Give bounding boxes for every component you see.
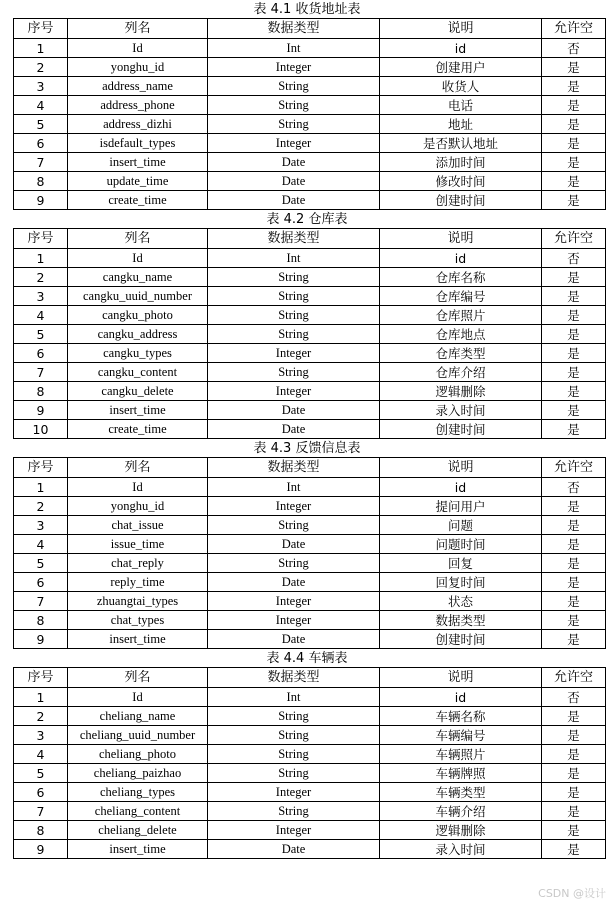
table-cell: String xyxy=(208,115,380,134)
table-cell: String xyxy=(208,516,380,535)
table-cell: Date xyxy=(208,840,380,859)
table-row xyxy=(14,630,606,649)
table-cell: Integer xyxy=(208,783,380,802)
table-cell: Integer xyxy=(208,821,380,840)
table-cell: 车辆名称 xyxy=(380,707,542,726)
table-cell: 回复时间 xyxy=(380,573,542,592)
table-row xyxy=(14,707,606,726)
table-row xyxy=(14,497,606,516)
column-header: 数据类型 xyxy=(208,458,380,478)
table-cell: Date xyxy=(208,153,380,172)
table-cell: 修改时间 xyxy=(380,172,542,191)
column-header: 列名 xyxy=(68,19,208,39)
table-cell: 是 xyxy=(542,287,606,306)
table-cell: zhuangtai_types xyxy=(68,592,208,611)
table-cell: 4 xyxy=(14,745,68,764)
column-header: 序号 xyxy=(14,19,68,39)
table-cell: 7 xyxy=(14,363,68,382)
table-cell: Id xyxy=(68,249,208,268)
table-row xyxy=(14,191,606,210)
table-cell: 5 xyxy=(14,115,68,134)
header-row xyxy=(14,229,606,249)
table-caption: 表 4.2 仓库表 xyxy=(266,212,348,227)
table-cell: isdefault_types xyxy=(68,134,208,153)
table-cell: 是 xyxy=(542,497,606,516)
table-cell: 2 xyxy=(14,497,68,516)
table-row xyxy=(14,688,606,707)
table-cell: cheliang_name xyxy=(68,707,208,726)
table-row xyxy=(14,58,606,77)
table-row xyxy=(14,745,606,764)
table-cell: insert_time xyxy=(68,630,208,649)
table-cell: 是 xyxy=(542,382,606,401)
table-cell: 5 xyxy=(14,325,68,344)
table-caption: 表 4.1 收货地址表 xyxy=(253,2,361,17)
table-cell: String xyxy=(208,96,380,115)
table-cell: create_time xyxy=(68,420,208,439)
column-header: 序号 xyxy=(14,668,68,688)
table-cell: 仓库照片 xyxy=(380,306,542,325)
table-cell: 仓库名称 xyxy=(380,268,542,287)
table-cell: id xyxy=(380,478,542,497)
column-header: 列名 xyxy=(68,668,208,688)
table-cell: id xyxy=(380,688,542,707)
table-cell: 是 xyxy=(542,745,606,764)
table-cell: address_dizhi xyxy=(68,115,208,134)
table-cell: 3 xyxy=(14,77,68,96)
table-cell: cangku_photo xyxy=(68,306,208,325)
table-cell: 仓库编号 xyxy=(380,287,542,306)
table-cell: 逻辑删除 xyxy=(380,382,542,401)
table-cell: 2 xyxy=(14,268,68,287)
table-row xyxy=(14,363,606,382)
table-cell: 1 xyxy=(14,688,68,707)
table-cell: 是 xyxy=(542,268,606,287)
table-row xyxy=(14,840,606,859)
column-header: 列名 xyxy=(68,458,208,478)
table-cell: String xyxy=(208,77,380,96)
table-cell: 6 xyxy=(14,573,68,592)
column-header: 说明 xyxy=(380,458,542,478)
table-cell: 电话 xyxy=(380,96,542,115)
data-table xyxy=(13,667,606,859)
table-row xyxy=(14,172,606,191)
table-cell: Int xyxy=(208,249,380,268)
table-cell: 2 xyxy=(14,58,68,77)
table-cell: Date xyxy=(208,191,380,210)
column-header: 允许空 xyxy=(542,19,606,39)
table-row xyxy=(14,325,606,344)
table-cell: 是 xyxy=(542,802,606,821)
table-cell: 提问用户 xyxy=(380,497,542,516)
data-table xyxy=(13,228,606,439)
column-header: 列名 xyxy=(68,229,208,249)
table-cell: 是 xyxy=(542,134,606,153)
table-cell: 5 xyxy=(14,554,68,573)
table-cell: chat_reply xyxy=(68,554,208,573)
table-cell: String xyxy=(208,707,380,726)
column-header: 允许空 xyxy=(542,668,606,688)
table-cell: Integer xyxy=(208,592,380,611)
table-cell: address_name xyxy=(68,77,208,96)
table-cell: String xyxy=(208,745,380,764)
table-cell: 5 xyxy=(14,764,68,783)
table-cell: 创建用户 xyxy=(380,58,542,77)
table-cell: 车辆照片 xyxy=(380,745,542,764)
table-cell: issue_time xyxy=(68,535,208,554)
table-cell: 状态 xyxy=(380,592,542,611)
table-cell: update_time xyxy=(68,172,208,191)
table-cell: Date xyxy=(208,535,380,554)
table-cell: Date xyxy=(208,172,380,191)
column-header: 数据类型 xyxy=(208,668,380,688)
column-header: 允许空 xyxy=(542,229,606,249)
table-cell: 是 xyxy=(542,783,606,802)
table-cell: 数据类型 xyxy=(380,611,542,630)
table-cell: 6 xyxy=(14,783,68,802)
table-cell: 是 xyxy=(542,611,606,630)
table-cell: 仓库地点 xyxy=(380,325,542,344)
table-cell: 收货人 xyxy=(380,77,542,96)
table-cell: String xyxy=(208,287,380,306)
table-cell: 是 xyxy=(542,153,606,172)
table-cell: 是 xyxy=(542,420,606,439)
table-cell: Id xyxy=(68,39,208,58)
table-cell: yonghu_id xyxy=(68,58,208,77)
table-cell: 2 xyxy=(14,707,68,726)
table-cell: reply_time xyxy=(68,573,208,592)
column-header: 说明 xyxy=(380,229,542,249)
table-row xyxy=(14,401,606,420)
table-cell: 1 xyxy=(14,478,68,497)
table-cell: 创建时间 xyxy=(380,630,542,649)
table-cell: cangku_delete xyxy=(68,382,208,401)
table-cell: 1 xyxy=(14,249,68,268)
table-cell: 是 xyxy=(542,115,606,134)
table-cell: cheliang_delete xyxy=(68,821,208,840)
table-cell: 是 xyxy=(542,58,606,77)
table-cell: 4 xyxy=(14,96,68,115)
table-row xyxy=(14,478,606,497)
table-cell: 9 xyxy=(14,840,68,859)
table-cell: 创建时间 xyxy=(380,191,542,210)
table-cell: 是 xyxy=(542,554,606,573)
table-row xyxy=(14,783,606,802)
table-cell: Integer xyxy=(208,134,380,153)
table-cell: 是 xyxy=(542,764,606,783)
table-cell: cangku_address xyxy=(68,325,208,344)
table-row xyxy=(14,592,606,611)
header-row xyxy=(14,668,606,688)
table-cell: 创建时间 xyxy=(380,420,542,439)
table-row xyxy=(14,821,606,840)
table-cell: Integer xyxy=(208,611,380,630)
column-header: 序号 xyxy=(14,458,68,478)
table-cell: 录入时间 xyxy=(380,401,542,420)
table-cell: 录入时间 xyxy=(380,840,542,859)
table-cell: 7 xyxy=(14,153,68,172)
table-cell: 车辆编号 xyxy=(380,726,542,745)
table-cell: 是 xyxy=(542,535,606,554)
table-cell: 否 xyxy=(542,688,606,707)
header-row xyxy=(14,19,606,39)
table-row xyxy=(14,382,606,401)
table-cell: 6 xyxy=(14,344,68,363)
column-header: 说明 xyxy=(380,19,542,39)
data-table xyxy=(13,457,606,649)
table-cell: cangku_uuid_number xyxy=(68,287,208,306)
table-cell: 仓库介绍 xyxy=(380,363,542,382)
table-cell: 6 xyxy=(14,134,68,153)
table-cell: 否 xyxy=(542,478,606,497)
table-cell: 是 xyxy=(542,573,606,592)
table-cell: 是 xyxy=(542,840,606,859)
table-cell: 8 xyxy=(14,611,68,630)
table-cell: Integer xyxy=(208,497,380,516)
table-cell: 7 xyxy=(14,592,68,611)
table-cell: cheliang_paizhao xyxy=(68,764,208,783)
table-cell: Int xyxy=(208,39,380,58)
table-row xyxy=(14,268,606,287)
table-cell: String xyxy=(208,802,380,821)
table-cell: 8 xyxy=(14,172,68,191)
table-cell: 车辆类型 xyxy=(380,783,542,802)
table-cell: cheliang_types xyxy=(68,783,208,802)
table-row xyxy=(14,726,606,745)
table-cell: String xyxy=(208,306,380,325)
table-cell: 是 xyxy=(542,191,606,210)
table-cell: Id xyxy=(68,478,208,497)
table-cell: 8 xyxy=(14,821,68,840)
table-cell: 否 xyxy=(542,39,606,58)
table-cell: Integer xyxy=(208,382,380,401)
table-cell: id xyxy=(380,39,542,58)
table-cell: Int xyxy=(208,688,380,707)
table-row xyxy=(14,554,606,573)
watermark: CSDN @设计 xyxy=(538,887,606,900)
table-cell: 是 xyxy=(542,516,606,535)
table-cell: String xyxy=(208,726,380,745)
table-cell: String xyxy=(208,554,380,573)
table-caption: 表 4.3 反馈信息表 xyxy=(253,441,361,456)
table-cell: 9 xyxy=(14,191,68,210)
table-cell: 是 xyxy=(542,306,606,325)
table-cell: Date xyxy=(208,573,380,592)
table-cell: 9 xyxy=(14,401,68,420)
table-cell: Integer xyxy=(208,58,380,77)
table-cell: 1 xyxy=(14,39,68,58)
table-cell: 8 xyxy=(14,382,68,401)
table-cell: 是否默认地址 xyxy=(380,134,542,153)
table-cell: 是 xyxy=(542,363,606,382)
table-cell: 仓库类型 xyxy=(380,344,542,363)
column-header: 说明 xyxy=(380,668,542,688)
table-cell: create_time xyxy=(68,191,208,210)
table-cell: Date xyxy=(208,630,380,649)
table-caption: 表 4.4 车辆表 xyxy=(266,651,348,666)
table-row xyxy=(14,764,606,783)
table-cell: Integer xyxy=(208,344,380,363)
table-row xyxy=(14,573,606,592)
table-cell: 是 xyxy=(542,325,606,344)
table-cell: 是 xyxy=(542,77,606,96)
table-cell: insert_time xyxy=(68,153,208,172)
table-cell: 是 xyxy=(542,821,606,840)
table-cell: 9 xyxy=(14,630,68,649)
table-cell: Id xyxy=(68,688,208,707)
table-row xyxy=(14,134,606,153)
table-cell: Date xyxy=(208,401,380,420)
table-cell: 逻辑删除 xyxy=(380,821,542,840)
column-header: 允许空 xyxy=(542,458,606,478)
table-cell: chat_issue xyxy=(68,516,208,535)
table-cell: cangku_name xyxy=(68,268,208,287)
table-cell: cheliang_photo xyxy=(68,745,208,764)
table-cell: cangku_content xyxy=(68,363,208,382)
table-cell: Date xyxy=(208,420,380,439)
column-header: 数据类型 xyxy=(208,229,380,249)
table-row xyxy=(14,96,606,115)
table-row xyxy=(14,249,606,268)
header-row xyxy=(14,458,606,478)
table-row xyxy=(14,535,606,554)
table-row xyxy=(14,153,606,172)
table-cell: 车辆牌照 xyxy=(380,764,542,783)
table-cell: 是 xyxy=(542,344,606,363)
table-cell: cheliang_uuid_number xyxy=(68,726,208,745)
table-cell: 是 xyxy=(542,707,606,726)
table-cell: chat_types xyxy=(68,611,208,630)
table-cell: String xyxy=(208,764,380,783)
table-cell: address_phone xyxy=(68,96,208,115)
table-cell: 问题时间 xyxy=(380,535,542,554)
table-cell: 4 xyxy=(14,306,68,325)
table-cell: 4 xyxy=(14,535,68,554)
table-row xyxy=(14,344,606,363)
table-cell: 10 xyxy=(14,420,68,439)
table-row xyxy=(14,115,606,134)
table-row xyxy=(14,39,606,58)
table-cell: 是 xyxy=(542,96,606,115)
table-row xyxy=(14,802,606,821)
table-cell: 添加时间 xyxy=(380,153,542,172)
table-cell: cheliang_content xyxy=(68,802,208,821)
table-cell: insert_time xyxy=(68,840,208,859)
table-row xyxy=(14,516,606,535)
column-header: 数据类型 xyxy=(208,19,380,39)
table-cell: 是 xyxy=(542,172,606,191)
table-cell: 回复 xyxy=(380,554,542,573)
table-cell: 是 xyxy=(542,630,606,649)
table-cell: 是 xyxy=(542,726,606,745)
data-table xyxy=(13,18,606,210)
table-cell: 车辆介绍 xyxy=(380,802,542,821)
table-cell: 否 xyxy=(542,249,606,268)
table-cell: 7 xyxy=(14,802,68,821)
table-cell: cangku_types xyxy=(68,344,208,363)
table-cell: 是 xyxy=(542,592,606,611)
table-cell: String xyxy=(208,325,380,344)
table-row xyxy=(14,611,606,630)
table-cell: 3 xyxy=(14,726,68,745)
table-cell: 地址 xyxy=(380,115,542,134)
table-cell: 是 xyxy=(542,401,606,420)
table-cell: 3 xyxy=(14,516,68,535)
table-cell: 3 xyxy=(14,287,68,306)
table-row xyxy=(14,306,606,325)
column-header: 序号 xyxy=(14,229,68,249)
table-cell: insert_time xyxy=(68,401,208,420)
table-cell: yonghu_id xyxy=(68,497,208,516)
table-row xyxy=(14,77,606,96)
table-row xyxy=(14,420,606,439)
table-cell: String xyxy=(208,363,380,382)
table-cell: String xyxy=(208,268,380,287)
table-row xyxy=(14,287,606,306)
table-cell: id xyxy=(380,249,542,268)
table-cell: Int xyxy=(208,478,380,497)
table-cell: 问题 xyxy=(380,516,542,535)
